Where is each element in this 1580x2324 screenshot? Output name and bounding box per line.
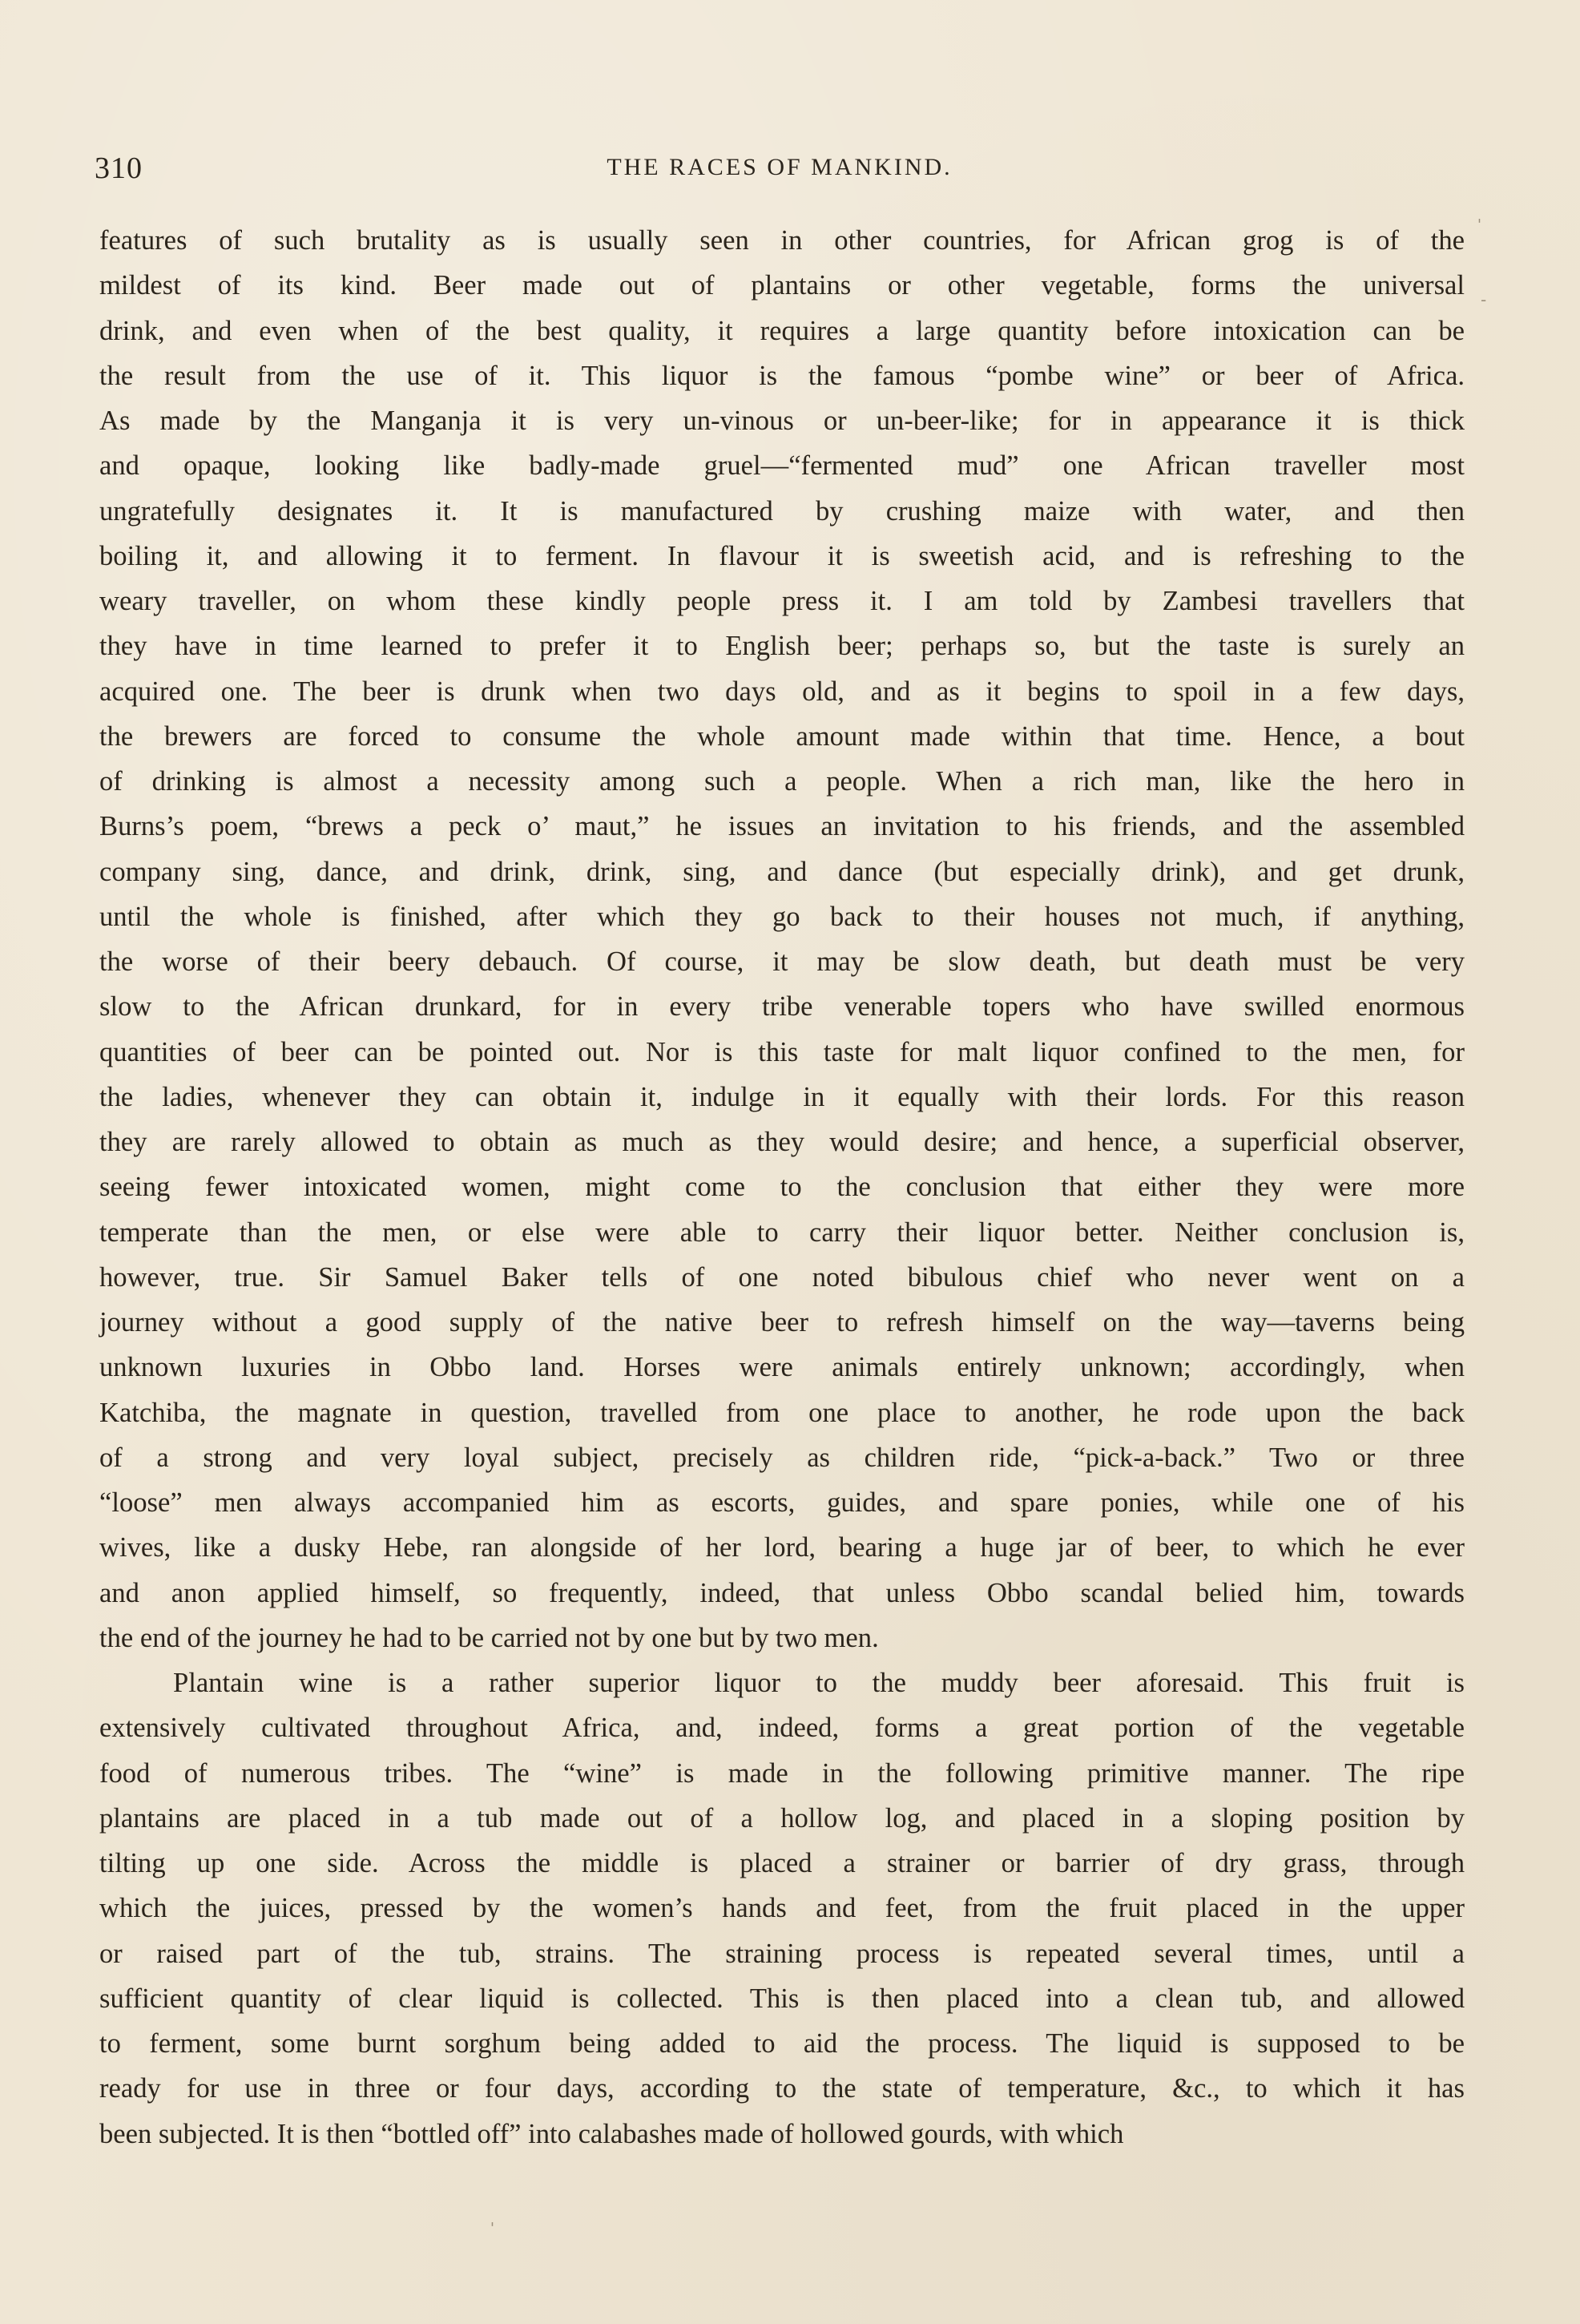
text-line: mildest of its kind. Beer made out of plantains or other vegetable, forms the universal (99, 270, 1465, 301)
margin-mark: ' (1477, 216, 1481, 233)
text-line: company sing, dance, and drink, drink, sing, and dance (but especially drink), and get drunk, (99, 856, 1465, 887)
text-line: temperate than the men, or else were able to carry their liquor better. Neither conclusion is, (99, 1216, 1465, 1248)
page-number: 310 (95, 151, 143, 185)
text-line: plantains are placed in a tub made out of a hollow log, and placed in a sloping position by (99, 1802, 1465, 1834)
text-line: food of numerous tribes. The “wine” is made in the following primitive manner. The ripe (99, 1757, 1465, 1789)
text-line: Plantain wine is a rather superior liquor to the muddy beer aforesaid. This fruit is (173, 1668, 1465, 1698)
text-line: the worse of their beery debauch. Of course, it may be slow death, but death must be very (99, 946, 1465, 977)
text-line: Burns’s poem, “brews a peck o’ maut,” he issues an invitation to his friends, and the assembled (99, 811, 1465, 842)
text-line: of a strong and very loyal subject, precisely as children ride, “pick-a-back.” Two or three (99, 1442, 1465, 1473)
text-line: ready for use in three or four days, according to the state of temperature, &c., to which it has (99, 2073, 1465, 2104)
text-line: or raised part of the tub, strains. The straining process is repeated several times, until a (99, 1938, 1465, 1969)
text-line: they have in time learned to prefer it to English beer; perhaps so, but the taste is surely an (99, 631, 1465, 662)
body-text (99, 218, 1465, 2157)
text-line: been subjected. It is then “bottled off” into calabashes made of hollowed gourds, with which (99, 2118, 1124, 2149)
text-line: ungratefully designates it. It is manufactured by crushing maize with water, and then (99, 495, 1465, 527)
text-line: of drinking is almost a necessity among such a people. When a rich man, like the hero in (99, 766, 1465, 797)
text-line: which the juices, pressed by the women’s hands and feet, from the fruit placed in the upper (99, 1893, 1465, 1924)
text-line: slow to the African drunkard, for in every tribe venerable topers who have swilled enormous (99, 991, 1465, 1023)
margin-mark: ' (490, 2220, 494, 2237)
text-line: journey without a good supply of the native beer to refresh himself on the way—taverns being (99, 1307, 1465, 1338)
paragraph (99, 1660, 1465, 2157)
text-line: acquired one. The beer is drunk when two days old, and as it begins to spoil in a few days, (99, 676, 1465, 707)
text-line: quantities of beer can be pointed out. Nor is this taste for malt liquor confined to the men, for (99, 1036, 1465, 1067)
text-line: the end of the journey he had to be carried not by one but by two men. (99, 1622, 879, 1653)
text-line: weary traveller, on whom these kindly people press it. I am told by Zambesi travellers that (99, 586, 1465, 616)
text-line: and opaque, looking like badly-made gruel—“fermented mud” one African traveller most (99, 450, 1465, 482)
text-line: Katchiba, the magnate in question, travelled from one place to another, he rode upon the back (99, 1397, 1465, 1428)
text-line: “loose” men always accompanied him as escorts, guides, and spare ponies, while one of his (99, 1487, 1465, 1518)
paragraph (99, 218, 1465, 1660)
text-line: and anon applied himself, so frequently, indeed, that unless Obbo scandal belied him, towards (99, 1577, 1465, 1608)
text-line: tilting up one side. Across the middle is placed a strainer or barrier of dry grass, through (99, 1848, 1465, 1878)
text-line: boiling it, and allowing it to ferment. In flavour it is sweetish acid, and is refreshing to the (99, 540, 1465, 571)
text-line: the ladies, whenever they can obtain it, indulge in it equally with their lords. For this reason (99, 1081, 1465, 1112)
text-line: extensively cultivated throughout Africa, and, indeed, forms a great portion of the vegetable (99, 1713, 1465, 1744)
text-line: to ferment, some burnt sorghum being added to aid the process. The liquid is supposed to be (99, 2028, 1465, 2059)
text-line: the brewers are forced to consume the whole amount made within that time. Hence, a bout (99, 720, 1465, 752)
text-line: seeing fewer intoxicated women, might come to the conclusion that either they were more (99, 1172, 1465, 1203)
running-title: THE RACES OF MANKIND. (607, 154, 953, 180)
text-line: however, true. Sir Samuel Baker tells of one noted bibulous chief who never went on a (99, 1261, 1465, 1293)
running-head (95, 151, 1465, 191)
text-line: the result from the use of it. This liquor is the famous “pombe wine” or beer of Africa. (99, 360, 1465, 391)
text-line: features of such brutality as is usually seen in other countries, for African grog is of the (99, 225, 1465, 256)
text-line: unknown luxuries in Obbo land. Horses were animals entirely unknown; accordingly, when (99, 1352, 1465, 1383)
text-line: drink, and even when of the best quality, it requires a large quantity before intoxication can be (99, 315, 1465, 346)
text-line: sufficient quantity of clear liquid is collected. This is then placed into a clean tub, and allowed (99, 1983, 1465, 2014)
margin-mark: - (1481, 290, 1487, 309)
text-line: they are rarely allowed to obtain as much as they would desire; and hence, a superficial observer, (99, 1127, 1465, 1157)
text-line: As made by the Manganja it is very un-vinous or un-beer-like; for in appearance it is thick (99, 405, 1465, 436)
text-line: until the whole is finished, after which they go back to their houses not much, if anything, (99, 901, 1465, 932)
text-line: wives, like a dusky Hebe, ran alongside of her lord, bearing a huge jar of beer, to which he ever (99, 1532, 1465, 1563)
